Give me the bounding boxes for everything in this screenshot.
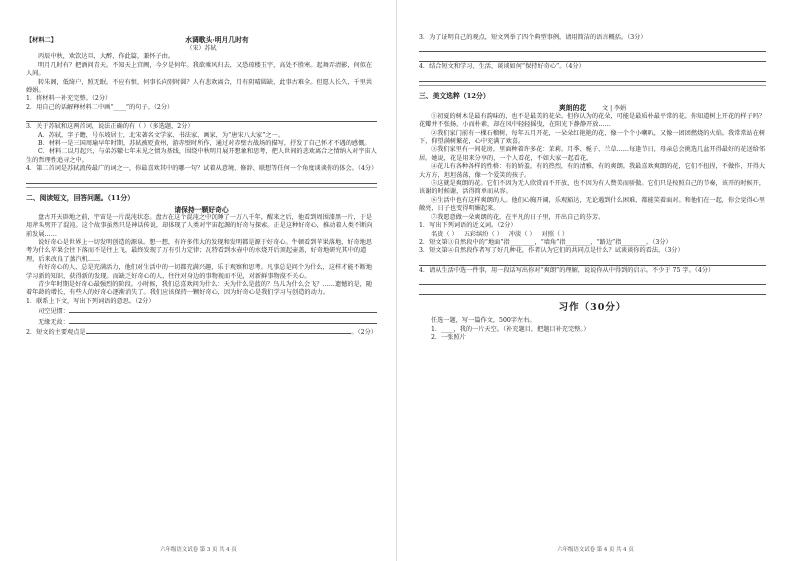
essay-paragraph: 盘古开天辟地之前，宇宙是一片混沌状态。盘古在这个混沌之中沉睡了一万八千年，醒来之后，他看到周围漆黑一片，于是用斧头劈开了混沌。这个故事虽然只是神话传说，却体现了人类对宇宙起源的好奇与探索。正是这种好奇心，推动着人类不断向前发展…… — [26, 213, 373, 238]
word-1-row — [26, 306, 377, 316]
essay-paragraph: 青少年时期是好奇心最强烈的阶段。小时候，我们总喜欢问为什么：天为什么是蓝的？鸟儿为什么会飞？……遗憾的是，随着年龄的增长，有些人的好奇心逐渐消失了。我们应该保持一颗好奇心，因为好奇心是我们学习与创造的动力。 — [26, 280, 373, 297]
page-footer: 六年级语文试卷 第 3 页 共 4 页 — [160, 547, 237, 553]
answer-line[interactable] — [419, 43, 766, 52]
essay-author: 文 | 李娟 — [602, 104, 627, 112]
question-1b: 1．联系上下文，写出下列词语的意思。（2分） — [26, 297, 155, 305]
poem-line: 转朱阁，低绮户，照无眠。不应有恨，何事长向别时圆？人有悲欢离合，月有阴晴圆缺，此事古难全。但愿人长久，千里共婵娟。 — [26, 78, 373, 95]
essay-heading — [419, 102, 766, 113]
essay-paragraph: ⑥生活中也有这样爽朗的人。他们心胸开阔，乐观豁达，无论遇到什么困难，都能笑着面对。和他们在一起，你会觉得心里敞亮，日子也变得明媚起来。 — [419, 196, 766, 213]
section-2-heading: 二、阅读短文，回答问题。（11分） — [26, 193, 135, 202]
writing-option-2: 2．一张照片 — [431, 333, 466, 341]
essay-title: 爽朗的花 — [558, 103, 587, 112]
synonym-row — [419, 231, 766, 239]
essay-paragraph: ③我们家里有一间花房，里面种着许多花：茉莉、月季、栀子、兰草……每逢节日，母亲总会挑选几盆开得最好的花送给邻居。她说，花是用来分享的，一个人看花，不如大家一起看花。 — [419, 146, 766, 162]
poem-title: 水调歌头·明月几时有 — [185, 36, 249, 44]
essay-paragraph: ⑤这就是爽朗的花。它们不因为无人欣赏而不开放，也不因为有人赞美而骄傲。它们只是按照自己的节奏，该开的时候开，该谢的时候谢，活得简单而从容。 — [419, 180, 766, 196]
question-2: 2．短文第③自然段中的“地面”指________，“墙角”指________，“路边”指________。（3分） — [419, 238, 672, 246]
question-2b-row — [26, 327, 377, 337]
question-1: 1．写出下列词语的近义词。（2分） — [419, 222, 517, 230]
material-tag: 【材料二】 — [26, 37, 57, 44]
essay-paragraph: 有好奇心的人，总是充满活力，他们对生活中的一切都充满兴趣，乐于观察和思考。凡事总是问个为什么，这样才能不断地学习新的知识，获得新的发现。而缺乏好奇心的人，往往对身边的事物视而不见，对新鲜事物漠不关心。 — [26, 264, 373, 280]
option-b: B．材料一是三国周瑜早年时期，苏轼被贬黄州，游赤壁时所作，通过对赤壁古战场的描写，抒发了自己怀才不遇的感慨。 — [38, 140, 371, 148]
question-3r: 3．为了证明自己的观点，短文列举了四个典型事例，请用简洁的语言概括。（3分） — [419, 34, 647, 41]
poem-line: 明月几时有？把酒问青天。不知天上宫阙，今夕是何年。我欲乘风归去，又恐琼楼玉宇，高处不胜寒。起舞弄清影，何似在人间。 — [26, 61, 373, 78]
poem-line: 丙辰中秋，欢饮达旦，大醉，作此篇，兼怀子由。 — [38, 53, 175, 61]
writing-intro: 任选一题，写一篇作文，500字左右。 — [431, 317, 536, 325]
answer-line[interactable] — [419, 53, 766, 62]
essay-paragraph: ⑦我愿意做一朵爽朗的花，在平凡的日子里，开出自己的芬芳。 — [431, 213, 605, 221]
option-c: C．材料二以月起兴，与弟苏辙七年未见之情为基线，围绕中秋明月展开想象和思考，把人世间的悲欢离合之情纳入对宇宙人生的哲理性追寻之中。 — [26, 148, 377, 164]
divider — [419, 85, 766, 86]
writing-option-1: 1．____，我的一片天空。（补充题目，把题目补充完整。） — [431, 325, 590, 333]
word-2-row — [26, 317, 377, 327]
page-footer: 六年级语文试卷 第 4 页 共 4 页 — [557, 547, 634, 553]
answer-line[interactable] — [419, 73, 766, 82]
essay-paragraph: ④花儿有各种各样的性格：有的娇羞，有的热烈，有的清雅，有的爽朗。我最喜欢爽朗的花，它们不扭捏，不做作，开得大大方方，坦坦荡荡，像一个爱笑的孩子。 — [419, 163, 766, 179]
question-3: 3．关于苏轼和这两首词，说法正确的有（ ）（多选题，2分） — [26, 123, 194, 131]
answer-line[interactable] — [26, 113, 377, 122]
word-1: 司空见惯： — [38, 308, 69, 316]
answer-line[interactable] — [26, 175, 377, 184]
answer-line[interactable] — [69, 306, 377, 313]
question-4: 4．第二首词是苏轼流传最广的词之一，你最喜欢其中的哪一句？试着从意境、修辞、联想等任何一个角度谈谈你的体会。（4分） — [26, 165, 378, 173]
section-3-heading: 三、美文选粹（12分） — [419, 91, 490, 100]
question-4: 4．请从生活中选一件事，用一段话写出你对“爽朗”的理解，说说你从中得到的启示。不少于 75 字。（4分） — [419, 266, 715, 274]
answer-line[interactable] — [419, 286, 766, 295]
divider — [26, 187, 377, 188]
question-2b: 2．短文的主要观点是 — [26, 328, 86, 336]
poem-author: （宋）苏轼 — [186, 45, 217, 53]
synonym-item: 冲淡（ ） — [508, 230, 536, 238]
synonym-item: 五彩缤纷（ ） — [463, 230, 503, 238]
question-2b-score: 。（2分） — [351, 328, 377, 336]
synonym-item: 名贵（ ） — [431, 230, 458, 238]
answer-line[interactable] — [69, 317, 377, 324]
question-4r: 4．结合短文和学习、生活，谈谈如何“保持好奇心”。（4分） — [419, 63, 585, 71]
question-3: 3．短文第④自然段作者写了好几种花，作者认为它们的共同点是什么？试谈谈你的看法。（3分） — [419, 247, 684, 255]
right-page — [397, 0, 794, 561]
answer-line[interactable] — [419, 276, 766, 285]
question-1: 1．将材料一补充完整。（2分） — [26, 95, 112, 103]
option-a: A．苏轼，字子瞻，号东坡居士，北宋著名文学家、书法家、画家，为“唐宋八大家”之一。 — [38, 131, 284, 139]
synonym-item: 对照（ ） — [541, 230, 569, 238]
word-2: 无缘无故： — [38, 318, 69, 326]
essay-paragraph: ①初夏的树木是最有韵味的，也不是最美的花朵。但你认为的花朵，可能是最质朴最平常的花。你知道树上开花的样子吗？花瓣并不张扬，小而朴素，却在风中轻轻摇曳，在阳光下静静开放…… — [419, 112, 766, 129]
material2-header — [26, 34, 377, 45]
essay-paragraph: 说好奇心是世界上一切发明创造的源泉。想一想，有许多伟大的发现和发明都是源于好奇心。牛顿看到苹果落地，好奇地思考为什么苹果会往下落而不是往上飞，最终发现了万有引力定律；瓦特看到水壶中的水烧开后顶起壶盖，好奇地研究其中的道理，后来改良了蒸汽机…… — [26, 238, 373, 263]
answer-line[interactable] — [86, 327, 352, 334]
answer-line[interactable] — [419, 257, 766, 266]
question-2: 2．用自己的话解释材料二中画“____”的句子。（2分） — [26, 103, 174, 111]
essay-paragraph: ②我们家门前有一棵石榴树，每年五月开花，一朵朵红艳艳的花，像一个个小喇叭，又像一团团燃烧的火焰。我常常站在树下，仰望满树繁花，心中充满了欢喜。 — [419, 129, 766, 146]
writing-title: 习作（30分） — [558, 302, 627, 314]
essay-title: 请保持一颗好奇心 — [174, 205, 229, 214]
